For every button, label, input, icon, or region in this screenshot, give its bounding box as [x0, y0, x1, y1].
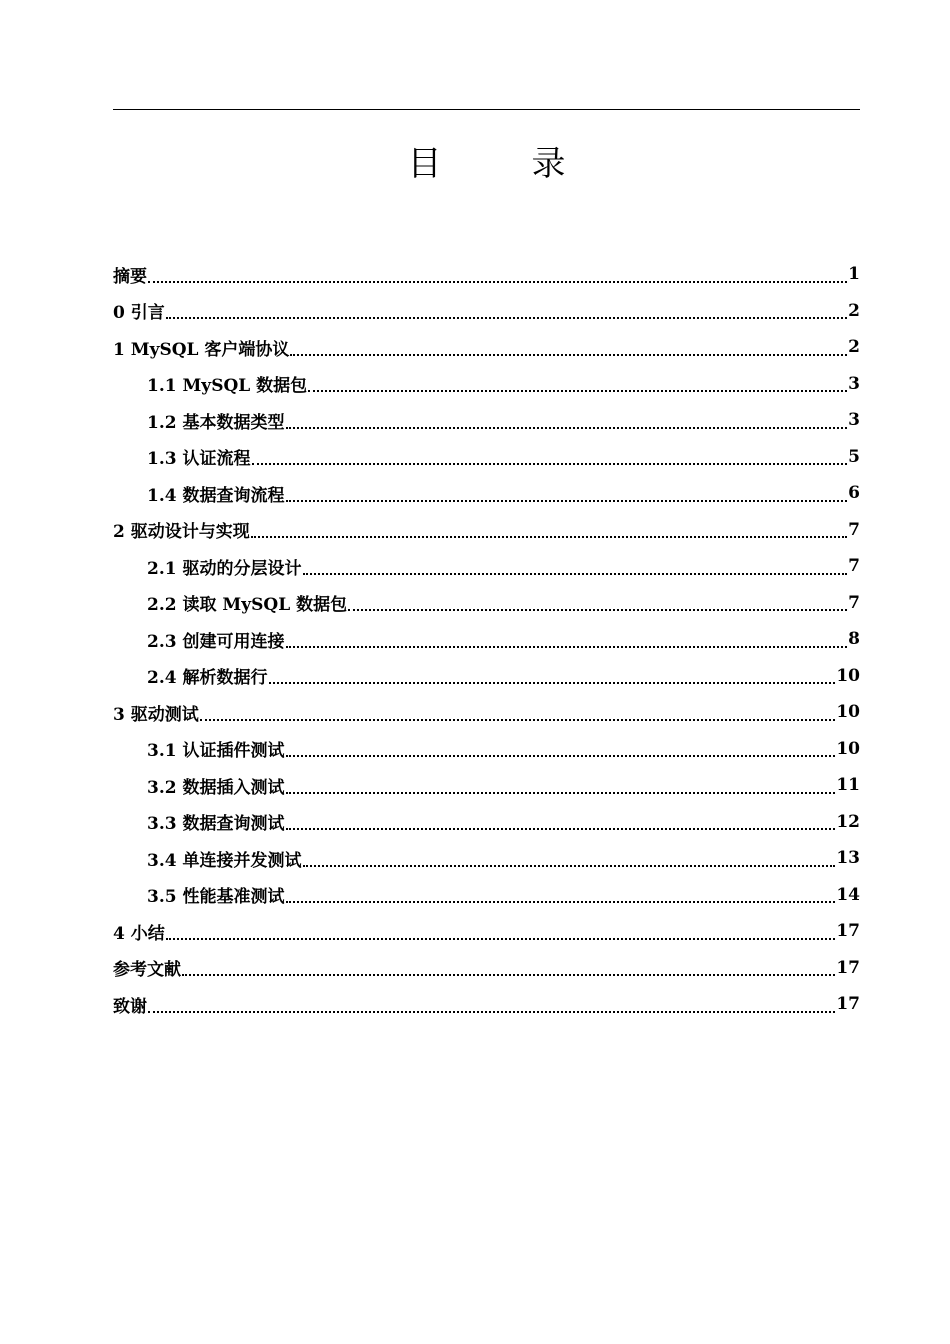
- toc-entry-page-number: 17: [836, 994, 860, 1015]
- toc-entry[interactable]: [113, 366, 860, 403]
- toc-entry[interactable]: [113, 621, 860, 658]
- toc-entry-page-number: 2: [848, 337, 860, 358]
- toc-entry[interactable]: [113, 329, 860, 366]
- toc-dot-leader: [166, 300, 847, 319]
- toc-entry-page-number: 10: [836, 665, 860, 686]
- toc-dot-leader: [286, 483, 848, 502]
- toc-entry-label: 2.4 解析数据行: [147, 668, 268, 689]
- toc-entry-label: 1 MySQL 客户端协议: [113, 339, 290, 360]
- toc-entry-page-number: 11: [836, 775, 860, 796]
- toc-entry-label: 3 驱动测试: [113, 704, 199, 725]
- toc-entry-label: 4 小结: [113, 923, 165, 944]
- toc-entry-page-number: 5: [848, 446, 860, 467]
- toc-entry-label: 2 驱动设计与实现: [113, 522, 250, 543]
- toc-entry-label: 摘要: [113, 266, 147, 287]
- toc-dot-leader: [308, 373, 847, 392]
- toc-entry-label: 2.2 读取 MySQL 数据包: [147, 595, 348, 616]
- page-title: 目 录: [407, 144, 594, 184]
- table-of-contents: [113, 256, 860, 1023]
- toc-entry-label: 0 引言: [113, 303, 165, 324]
- toc-entry[interactable]: [113, 986, 860, 1023]
- toc-entry-label: 1.3 认证流程: [147, 449, 251, 470]
- toc-entry-page-number: 3: [848, 410, 860, 431]
- toc-dot-leader: [286, 738, 836, 757]
- toc-entry-page-number: 3: [848, 373, 860, 394]
- toc-entry[interactable]: [113, 950, 860, 987]
- toc-entry[interactable]: [113, 585, 860, 622]
- toc-entry-page-number: 10: [836, 702, 860, 723]
- toc-dot-leader: [348, 592, 847, 611]
- toc-dot-leader: [166, 921, 836, 940]
- toc-entry-page-number: 7: [848, 519, 860, 540]
- toc-dot-leader: [303, 848, 836, 867]
- toc-dot-leader: [286, 811, 836, 830]
- toc-dot-leader: [286, 775, 836, 794]
- toc-dot-leader: [286, 410, 848, 429]
- toc-dot-leader: [290, 337, 847, 356]
- toc-entry[interactable]: [113, 475, 860, 512]
- toc-entry[interactable]: [113, 293, 860, 330]
- toc-entry[interactable]: [113, 439, 860, 476]
- toc-entry[interactable]: [113, 548, 860, 585]
- toc-entry-label: 3.4 单连接并发测试: [147, 850, 302, 871]
- toc-entry-label: 3.2 数据插入测试: [147, 777, 285, 798]
- toc-entry[interactable]: [113, 402, 860, 439]
- toc-entry-page-number: 10: [836, 738, 860, 759]
- toc-entry-page-number: 8: [848, 629, 860, 650]
- toc-entry-page-number: 6: [848, 483, 860, 504]
- toc-entry-page-number: 7: [848, 556, 860, 577]
- toc-entry-label: 1.2 基本数据类型: [147, 412, 285, 433]
- toc-entry[interactable]: [113, 694, 860, 731]
- toc-dot-leader: [148, 994, 835, 1013]
- toc-dot-leader: [269, 665, 836, 684]
- toc-dot-leader: [303, 556, 848, 575]
- toc-entry[interactable]: [113, 767, 860, 804]
- toc-entry-label: 参考文献: [113, 960, 181, 981]
- toc-entry[interactable]: [113, 804, 860, 841]
- toc-entry[interactable]: [113, 913, 860, 950]
- toc-entry-label: 2.1 驱动的分层设计: [147, 558, 302, 579]
- toc-entry-label: 1.4 数据查询流程: [147, 485, 285, 506]
- toc-entry-label: 3.5 性能基准测试: [147, 887, 285, 908]
- toc-dot-leader: [251, 519, 847, 538]
- toc-entry-page-number: 17: [836, 921, 860, 942]
- toc-dot-leader: [286, 629, 848, 648]
- toc-entry[interactable]: [113, 731, 860, 768]
- toc-entry-page-number: 14: [836, 884, 860, 905]
- toc-entry-page-number: 7: [848, 592, 860, 613]
- toc-entry-label: 2.3 创建可用连接: [147, 631, 285, 652]
- toc-entry-page-number: 2: [848, 300, 860, 321]
- toc-dot-leader: [148, 264, 847, 283]
- toc-dot-leader: [200, 702, 836, 721]
- toc-entry-page-number: 13: [836, 848, 860, 869]
- toc-entry[interactable]: [113, 840, 860, 877]
- header-rule: [113, 109, 860, 110]
- toc-dot-leader: [252, 446, 848, 465]
- toc-entry-page-number: 17: [836, 957, 860, 978]
- toc-entry[interactable]: [113, 877, 860, 914]
- toc-entry-label: 3.1 认证插件测试: [147, 741, 285, 762]
- toc-entry-label: 1.1 MySQL 数据包: [147, 376, 308, 397]
- toc-entry-page-number: 1: [848, 264, 860, 285]
- toc-entry-label: 致谢: [113, 996, 147, 1017]
- toc-entry[interactable]: [113, 512, 860, 549]
- toc-entry-page-number: 12: [836, 811, 860, 832]
- toc-entry-label: 3.3 数据查询测试: [147, 814, 285, 835]
- toc-entry[interactable]: [113, 658, 860, 695]
- toc-dot-leader: [286, 884, 836, 903]
- toc-entry[interactable]: [113, 256, 860, 293]
- toc-dot-leader: [182, 957, 835, 976]
